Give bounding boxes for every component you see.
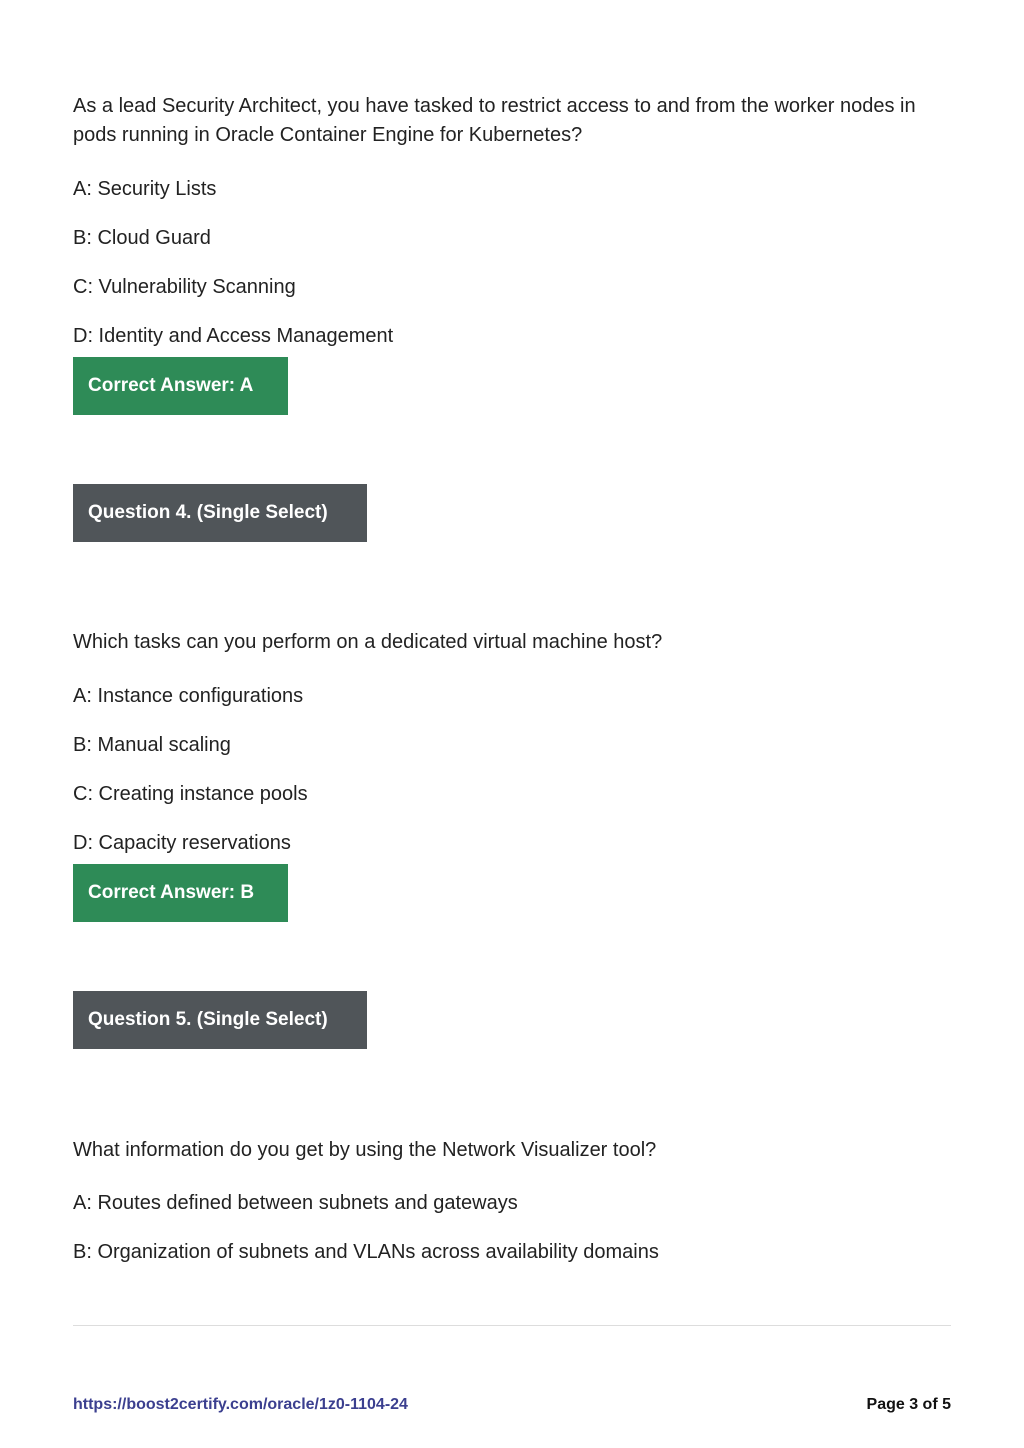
question-4-header: Question 4. (Single Select) <box>73 484 367 542</box>
question-3-option-a: A: Security Lists <box>73 178 217 200</box>
question-4-correct-answer-badge: Correct Answer: B <box>73 864 288 922</box>
question-4-option-a: A: Instance configurations <box>73 685 304 707</box>
question-3-option-d: D: Identity and Access Management <box>73 325 394 347</box>
question-5-option-a: A: Routes defined between subnets and gateways <box>73 1192 518 1214</box>
question-5-option-b: B: Organization of subnets and VLANs across availability domains <box>73 1241 659 1263</box>
question-4-option-c: C: Creating instance pools <box>73 783 308 805</box>
question-3-option-b: B: Cloud Guard <box>73 227 211 249</box>
question-5-header: Question 5. (Single Select) <box>73 991 367 1049</box>
question-4-option-b: B: Manual scaling <box>73 734 231 756</box>
document-page <box>73 0 951 1448</box>
page-number: Page 3 of 5 <box>866 1396 951 1413</box>
question-4-text: Which tasks can you perform on a dedicated virtual machine host? <box>73 631 663 653</box>
question-3-option-c: C: Vulnerability Scanning <box>73 276 296 298</box>
footer-divider <box>73 1325 951 1326</box>
question-3-text: As a lead Security Architect, you have tasked to restrict access to and from the worker nodes in pods running in Oracle Container Engine for Kubernetes? <box>73 95 916 146</box>
question-4-option-d: D: Capacity reservations <box>73 832 291 854</box>
footer-url-link[interactable]: https://boost2certify.com/oracle/1z0-1104-24 <box>73 1396 408 1413</box>
question-5-text: What information do you get by using the Network Visualizer tool? <box>73 1139 657 1161</box>
question-3-correct-answer-badge: Correct Answer: A <box>73 357 288 415</box>
